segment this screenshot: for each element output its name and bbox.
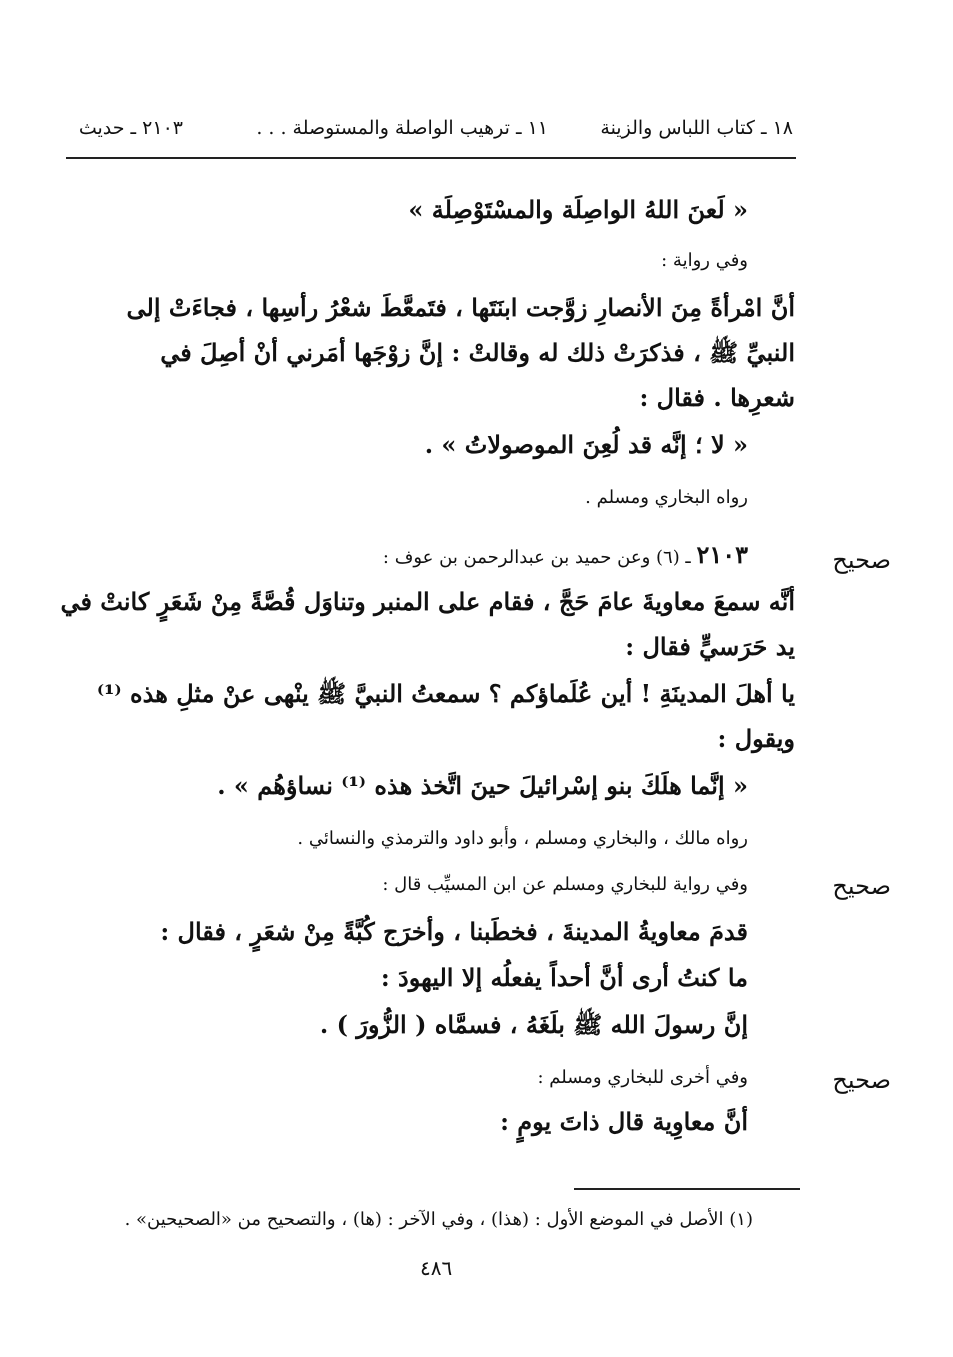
text-line: النبيِّ ﷺ ، فذكرَتْ ذلك له وقالتْ : إنَّ زوْجَها أمَرني أنْ أصِلَ في <box>160 338 795 367</box>
narration-intro: وفي رواية للبخاري ومسلم عن ابن المسيِّب قال : <box>382 874 748 895</box>
grade-label: صحيح <box>832 546 891 574</box>
text-line: أنَّه سمعَ معاويةَ عامَ حَجَّ ، فقام على المنبر وتناوَل قُصَّةً مِنْ شَعَرٍ كانتْ في <box>60 587 795 616</box>
footnote-rule <box>574 1188 800 1190</box>
quote-line: « إنَّما هلَكَ بنو إسْرائيلَ حينَ اتَّخذ هذه ⁽¹⁾ نساؤهُم » . <box>217 771 748 800</box>
narration-intro: وفي أخرى للبخاري ومسلم : <box>537 1067 748 1088</box>
grade-label: صحيح <box>832 1066 891 1094</box>
header-hadith-number: ٢١٠٣ ـ حديث <box>78 117 183 139</box>
source-line: رواه مالك ، والبخاري ومسلم ، وأبو داود والترمذي والنسائي . <box>297 828 748 849</box>
text-line: ما كنتُ أرى أنَّ أحداً يفعلُه إلا اليهودَ : <box>380 963 748 992</box>
text-line: يد حَرَسيٍّ فقال : <box>625 632 795 661</box>
text-line: شعرِها . فقال : <box>639 383 795 412</box>
text-line: ويقول : <box>717 724 795 753</box>
text-line: إنَّ رسولَ الله ﷺ بلَغَهُ ، فسمَّاه ( الزُّورَ ) . <box>319 1010 748 1039</box>
header-chapter: ١٨ ـ كتاب اللباس والزينة <box>600 117 793 139</box>
text-line: يا أهلَ المدينَةِ ! أين عُلَماؤكم ؟ سمعتُ النبيَّ ﷺ ينْهى عنْ مثلِ هذه ⁽¹⁾ <box>96 679 795 708</box>
footnote: (١) الأصل في الموضع الأول : (هذا) ، وفي الآخر : (ها) ، والتصحيح من «الصحيحين» . <box>124 1209 753 1230</box>
header-section: ١١ ـ ترهيب الواصلة والمستوصلة . . . <box>256 117 548 139</box>
hadith-heading <box>383 540 748 569</box>
hadith-number: ٢١٠٣ <box>696 540 748 569</box>
page-number: ٤٨٦ <box>420 1256 453 1280</box>
source-line: رواه البخاري ومسلم . <box>585 487 748 508</box>
text-line: قدمَ معاويةُ المدينةَ ، فخطَبنا ، وأخرَج كُبَّةً مِنْ شعَرٍ ، فقال : <box>160 917 748 946</box>
text-line: أنَّ امْرأةً مِنَ الأنصارِ زوَّجت ابنَتَها ، فتَمعَّطَ شعْرُ رأسِها ، فجاءَتْ إلى <box>126 293 795 322</box>
grade-label: صحيح <box>832 872 891 900</box>
header-rule <box>66 157 796 159</box>
quote-line: « لَعنَ اللهُ الواصِلَة والمسْتَوْصِلَة » <box>408 195 748 224</box>
hadith-chain: ـ (٦) وعن حميد بن عبدالرحمن بن عوف : <box>382 547 697 568</box>
text-line: أنَّ معاوِية قال ذاتَ يومٍ : <box>500 1107 748 1136</box>
narration-intro: وفي رواية : <box>661 250 748 271</box>
quote-line: « لا ؛ إنَّه قد لُعِنَ الموصولاتُ » . <box>424 430 748 459</box>
